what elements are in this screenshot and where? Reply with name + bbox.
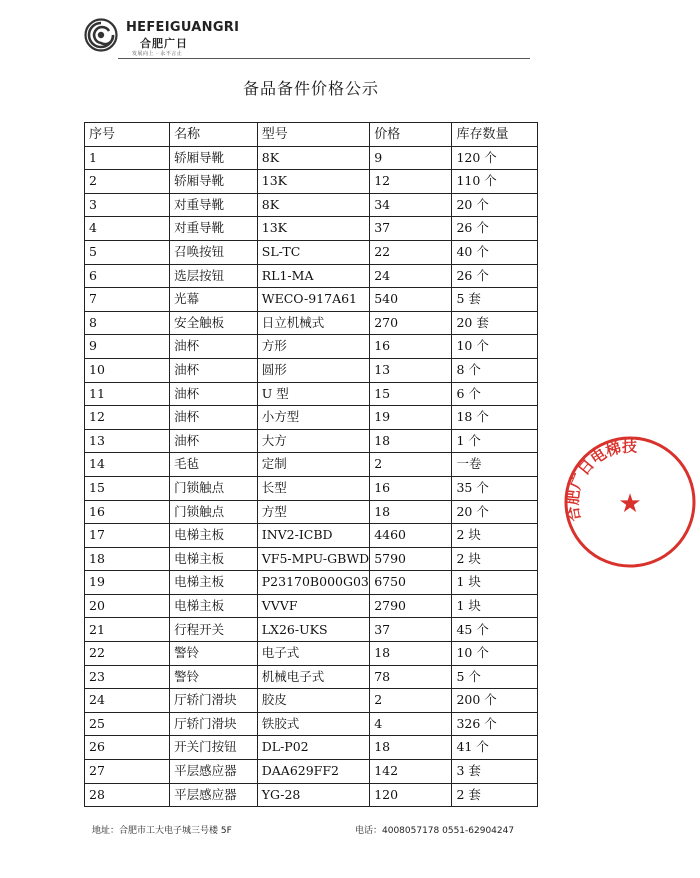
- cell-index: 14: [85, 453, 170, 477]
- cell-model: 小方型: [257, 406, 369, 430]
- cell-name: 对重导靴: [170, 217, 258, 241]
- cell-name: 油杯: [170, 335, 258, 359]
- cell-model: RL1-MA: [257, 264, 369, 288]
- cell-price: 6750: [370, 571, 452, 595]
- cell-stock: 20 套: [452, 311, 538, 335]
- cell-price: 142: [370, 760, 452, 784]
- cell-index: 5: [85, 240, 170, 264]
- table-row: [85, 642, 538, 666]
- table-row: [85, 264, 538, 288]
- cell-name: 油杯: [170, 429, 258, 453]
- cell-price: 4460: [370, 524, 452, 548]
- cell-model: DL-P02: [257, 736, 369, 760]
- cell-stock: 1 块: [452, 594, 538, 618]
- table-row: [85, 665, 538, 689]
- cell-price: 34: [370, 193, 452, 217]
- brand-slogan: 发展向上 · 永不言止: [132, 51, 183, 57]
- cell-stock: 5 个: [452, 665, 538, 689]
- cell-name: 电梯主板: [170, 524, 258, 548]
- cell-index: 22: [85, 642, 170, 666]
- table-row: [85, 311, 538, 335]
- cell-price: 22: [370, 240, 452, 264]
- cell-model: SL-TC: [257, 240, 369, 264]
- cell-model: 长型: [257, 476, 369, 500]
- table-header-row: [85, 123, 538, 147]
- cell-price: 540: [370, 288, 452, 312]
- cell-name: 光幕: [170, 288, 258, 312]
- cell-price: 5790: [370, 547, 452, 571]
- cell-stock: 10 个: [452, 335, 538, 359]
- cell-price: 4: [370, 712, 452, 736]
- cell-stock: 41 个: [452, 736, 538, 760]
- cell-model: 定制: [257, 453, 369, 477]
- cell-index: 18: [85, 547, 170, 571]
- cell-price: 24: [370, 264, 452, 288]
- cell-stock: 26 个: [452, 264, 538, 288]
- table-row: [85, 760, 538, 784]
- table-row: [85, 547, 538, 571]
- table-row: [85, 146, 538, 170]
- table-row: [85, 453, 538, 477]
- cell-price: 2: [370, 453, 452, 477]
- cell-stock: 3 套: [452, 760, 538, 784]
- table-row: [85, 429, 538, 453]
- cell-model: WECO-917A61: [257, 288, 369, 312]
- cell-name: 门锁触点: [170, 476, 258, 500]
- cell-stock: 2 套: [452, 783, 538, 807]
- cell-index: 27: [85, 760, 170, 784]
- seal-text: 合肥广日电梯技: [563, 437, 638, 523]
- cell-model: 大方: [257, 429, 369, 453]
- cell-stock: 10 个: [452, 642, 538, 666]
- cell-stock: 6 个: [452, 382, 538, 406]
- table-row: [85, 712, 538, 736]
- cell-index: 23: [85, 665, 170, 689]
- cell-price: 2790: [370, 594, 452, 618]
- table-row: [85, 783, 538, 807]
- cell-name: 电梯主板: [170, 547, 258, 571]
- cell-index: 1: [85, 146, 170, 170]
- cell-index: 16: [85, 500, 170, 524]
- cell-model: INV2-ICBD: [257, 524, 369, 548]
- brand-english: HEFEIGUANGRI: [126, 20, 240, 35]
- cell-name: 警铃: [170, 665, 258, 689]
- cell-stock: 20 个: [452, 193, 538, 217]
- cell-name: 安全触板: [170, 311, 258, 335]
- cell-model: 8K: [257, 146, 369, 170]
- cell-stock: 110 个: [452, 170, 538, 194]
- table-row: [85, 689, 538, 713]
- cell-name: 轿厢导靴: [170, 170, 258, 194]
- table-row: [85, 500, 538, 524]
- cell-name: 选层按钮: [170, 264, 258, 288]
- cell-name: 召唤按钮: [170, 240, 258, 264]
- footer-phone: 电话：4008057178 0551-62904247: [355, 826, 515, 836]
- price-table: [84, 122, 538, 807]
- cell-name: 警铃: [170, 642, 258, 666]
- cell-model: 胶皮: [257, 689, 369, 713]
- cell-model: 方形: [257, 335, 369, 359]
- cell-name: 油杯: [170, 382, 258, 406]
- table-row: [85, 170, 538, 194]
- cell-index: 21: [85, 618, 170, 642]
- table-row: [85, 382, 538, 406]
- cell-price: 16: [370, 335, 452, 359]
- cell-name: 毛毡: [170, 453, 258, 477]
- cell-stock: 35 个: [452, 476, 538, 500]
- cell-price: 13: [370, 358, 452, 382]
- letterhead: [84, 18, 534, 60]
- cell-price: 18: [370, 500, 452, 524]
- company-seal: [560, 432, 700, 572]
- cell-price: 18: [370, 429, 452, 453]
- cell-name: 厅轿门滑块: [170, 712, 258, 736]
- cell-model: 电子式: [257, 642, 369, 666]
- cell-index: 11: [85, 382, 170, 406]
- cell-price: 2: [370, 689, 452, 713]
- cell-index: 10: [85, 358, 170, 382]
- cell-model: VF5-MPU-GBWD: [257, 547, 369, 571]
- cell-name: 轿厢导靴: [170, 146, 258, 170]
- cell-index: 9: [85, 335, 170, 359]
- cell-name: 电梯主板: [170, 594, 258, 618]
- cell-model: 圆形: [257, 358, 369, 382]
- cell-index: 17: [85, 524, 170, 548]
- table-row: [85, 240, 538, 264]
- cell-price: 270: [370, 311, 452, 335]
- cell-model: 13K: [257, 217, 369, 241]
- cell-name: 油杯: [170, 406, 258, 430]
- cell-price: 18: [370, 736, 452, 760]
- cell-model: 8K: [257, 193, 369, 217]
- cell-stock: 326 个: [452, 712, 538, 736]
- table-row: [85, 358, 538, 382]
- cell-model: 铁胶式: [257, 712, 369, 736]
- cell-index: 28: [85, 783, 170, 807]
- table-row: [85, 217, 538, 241]
- table-row: [85, 524, 538, 548]
- table-row: [85, 476, 538, 500]
- cell-name: 油杯: [170, 358, 258, 382]
- cell-model: VVVF: [257, 594, 369, 618]
- cell-index: 19: [85, 571, 170, 595]
- table-row: [85, 406, 538, 430]
- cell-index: 7: [85, 288, 170, 312]
- cell-index: 24: [85, 689, 170, 713]
- cell-price: 120: [370, 783, 452, 807]
- cell-name: 平层感应器: [170, 783, 258, 807]
- cell-name: 门锁触点: [170, 500, 258, 524]
- table-row: [85, 571, 538, 595]
- cell-price: 19: [370, 406, 452, 430]
- cell-stock: 1 个: [452, 429, 538, 453]
- cell-price: 37: [370, 618, 452, 642]
- cell-price: 12: [370, 170, 452, 194]
- cell-model: YG-28: [257, 783, 369, 807]
- cell-stock: 20 个: [452, 500, 538, 524]
- header-divider: [118, 58, 530, 59]
- cell-index: 8: [85, 311, 170, 335]
- cell-stock: 5 套: [452, 288, 538, 312]
- cell-index: 6: [85, 264, 170, 288]
- table-body: [85, 146, 538, 807]
- cell-stock: 45 个: [452, 618, 538, 642]
- cell-index: 2: [85, 170, 170, 194]
- cell-index: 4: [85, 217, 170, 241]
- cell-price: 18: [370, 642, 452, 666]
- header-stock: 库存数量: [452, 123, 538, 147]
- cell-model: P23170B000G03: [257, 571, 369, 595]
- cell-name: 对重导靴: [170, 193, 258, 217]
- cell-model: 方型: [257, 500, 369, 524]
- cell-model: 13K: [257, 170, 369, 194]
- footer-address: 地址：合肥市工大电子城三号楼 5F: [92, 826, 232, 836]
- cell-name: 平层感应器: [170, 760, 258, 784]
- cell-model: DAA629FF2: [257, 760, 369, 784]
- cell-index: 3: [85, 193, 170, 217]
- brand-chinese: 合肥广日: [140, 37, 188, 50]
- table-row: [85, 193, 538, 217]
- cell-stock: 18 个: [452, 406, 538, 430]
- header-price: 价格: [370, 123, 452, 147]
- cell-name: 行程开关: [170, 618, 258, 642]
- cell-model: U 型: [257, 382, 369, 406]
- cell-stock: 2 块: [452, 547, 538, 571]
- cell-stock: 200 个: [452, 689, 538, 713]
- document-title: 备品备件价格公示: [242, 79, 379, 98]
- table-row: [85, 288, 538, 312]
- cell-index: 25: [85, 712, 170, 736]
- table-row: [85, 594, 538, 618]
- cell-price: 37: [370, 217, 452, 241]
- cell-stock: 120 个: [452, 146, 538, 170]
- cell-name: 厅轿门滑块: [170, 689, 258, 713]
- cell-stock: 1 块: [452, 571, 538, 595]
- cell-stock: 2 块: [452, 524, 538, 548]
- cell-stock: 40 个: [452, 240, 538, 264]
- cell-model: 机械电子式: [257, 665, 369, 689]
- cell-index: 26: [85, 736, 170, 760]
- cell-stock: 8 个: [452, 358, 538, 382]
- header-index: 序号: [85, 123, 170, 147]
- cell-model: 日立机械式: [257, 311, 369, 335]
- cell-model: LX26-UKS: [257, 618, 369, 642]
- cell-name: 电梯主板: [170, 571, 258, 595]
- cell-index: 20: [85, 594, 170, 618]
- cell-price: 78: [370, 665, 452, 689]
- company-logo-icon: [84, 18, 118, 52]
- table-row: [85, 335, 538, 359]
- cell-stock: 26 个: [452, 217, 538, 241]
- cell-index: 12: [85, 406, 170, 430]
- header-name: 名称: [170, 123, 258, 147]
- cell-index: 13: [85, 429, 170, 453]
- cell-price: 16: [370, 476, 452, 500]
- cell-price: 15: [370, 382, 452, 406]
- cell-stock: 一卷: [452, 453, 538, 477]
- cell-index: 15: [85, 476, 170, 500]
- cell-price: 9: [370, 146, 452, 170]
- table-row: [85, 618, 538, 642]
- header-model: 型号: [257, 123, 369, 147]
- table-row: [85, 736, 538, 760]
- cell-name: 开关门按钮: [170, 736, 258, 760]
- seal-star-icon: ★: [618, 489, 642, 519]
